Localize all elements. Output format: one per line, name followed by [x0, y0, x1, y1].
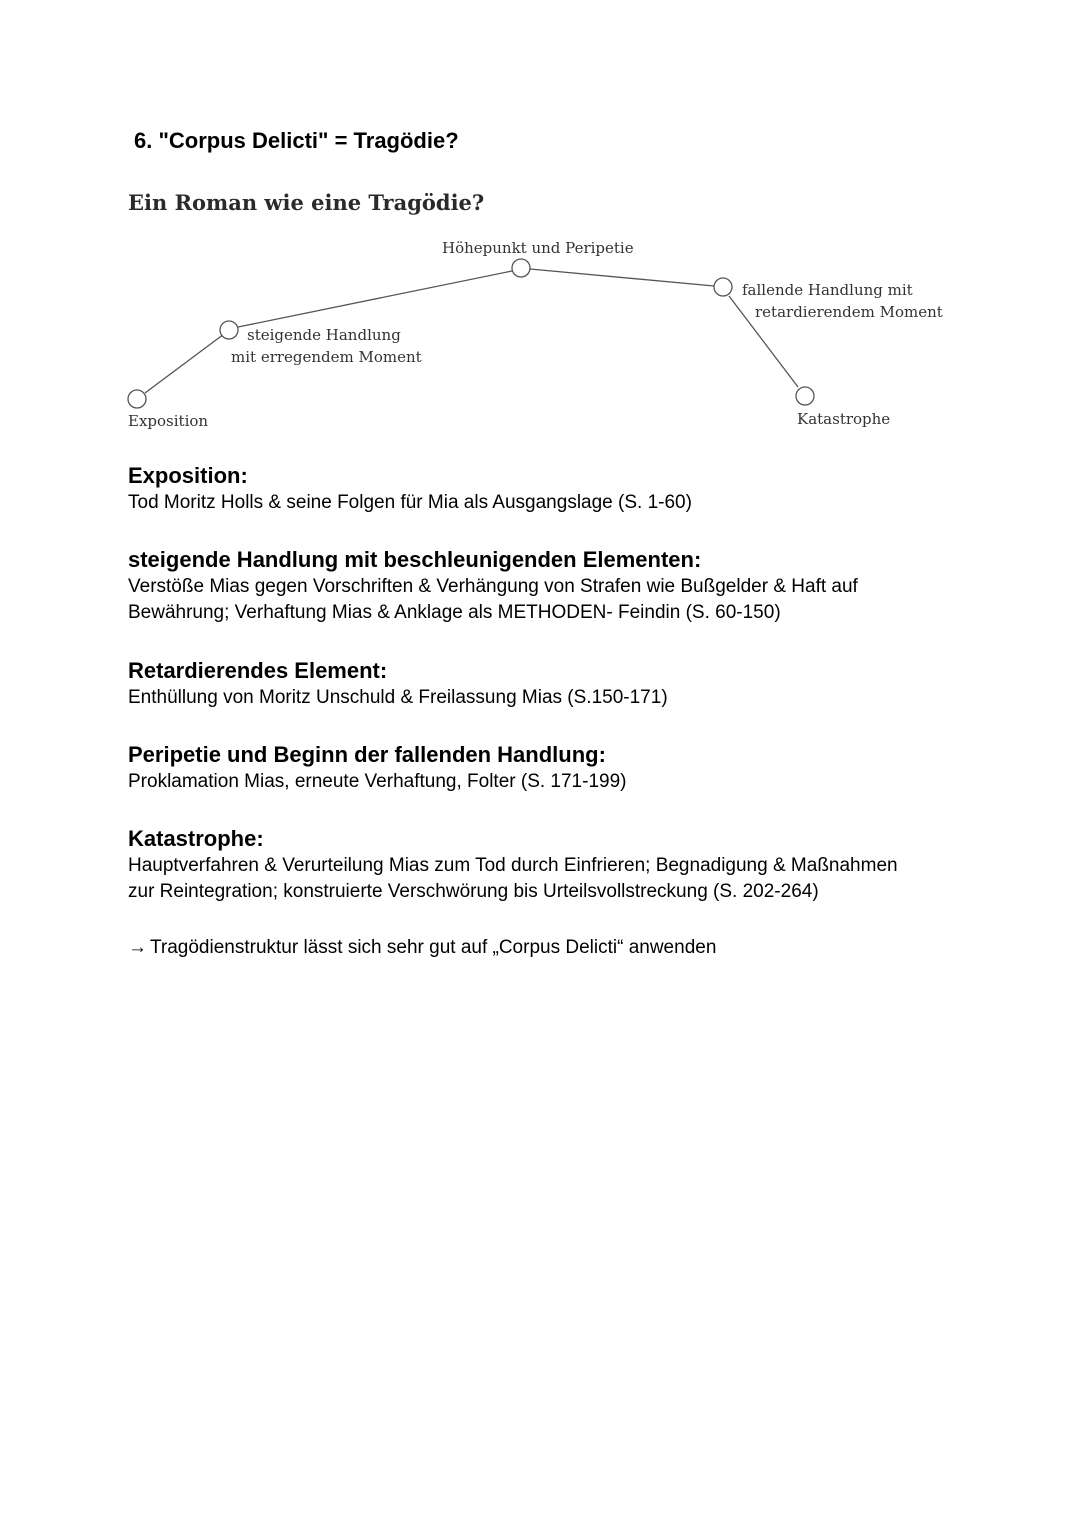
- section-text: Verstöße Mias gegen Vorschriften & Verhängung von Strafen wie Bußgelder & Haft auf: [128, 576, 858, 597]
- section-text: Proklamation Mias, erneute Verhaftung, Folter (S. 171-199): [128, 771, 627, 792]
- node-exposition: [128, 390, 146, 408]
- node-rising: [220, 321, 238, 339]
- section-text: Enthüllung von Moritz Unschuld & Freilassung Mias (S.150-171): [128, 687, 668, 708]
- node-climax: [512, 259, 530, 277]
- label-rising-line1: steigende Handlung: [247, 326, 401, 344]
- label-falling-line2: retardierendem Moment: [755, 303, 943, 321]
- page-title: 6. "Corpus Delicti" = Tragödie?: [134, 128, 459, 153]
- section-heading: Peripetie und Beginn der fallenden Handlung:: [128, 742, 606, 767]
- section-catastrophe: [128, 825, 968, 905]
- conclusion-text: Tragödienstruktur lässt sich sehr gut auf „Corpus Delicti“ anwenden: [150, 937, 717, 958]
- section-exposition: [128, 462, 968, 516]
- section-heading: Exposition:: [128, 463, 248, 488]
- connector-line: [238, 271, 512, 327]
- pyramid-graphic: [0, 230, 1080, 440]
- section-heading: steigende Handlung mit beschleunigenden Elementen:: [128, 547, 702, 572]
- diagram-heading: Ein Roman wie eine Tragödie?: [128, 190, 485, 215]
- conclusion: [128, 935, 716, 961]
- section-text: zur Reintegration; konstruierte Verschwörung bis Urteilsvollstreckung (S. 202-264): [128, 881, 819, 902]
- label-falling-line1: fallende Handlung mit: [742, 281, 913, 299]
- label-exposition: Exposition: [128, 412, 209, 430]
- node-catastrophe: [796, 387, 814, 405]
- connector-line: [145, 334, 224, 393]
- label-catastrophe: Katastrophe: [797, 410, 891, 428]
- section-peripeteia: [128, 741, 968, 795]
- section-rising-action: [128, 546, 968, 626]
- section-text: Hauptverfahren & Verurteilung Mias zum Tod durch Einfrieren; Begnadigung & Maßnahmen: [128, 855, 898, 876]
- section-text: Tod Moritz Holls & seine Folgen für Mia als Ausgangslage (S. 1-60): [128, 492, 692, 513]
- section-heading: Retardierendes Element:: [128, 658, 388, 683]
- section-heading: Katastrophe:: [128, 826, 264, 851]
- tragedy-structure-diagram: [0, 230, 1080, 440]
- label-rising-line2: mit erregendem Moment: [231, 348, 422, 366]
- section-retarding-element: [128, 657, 968, 711]
- section-text: Bewährung; Verhaftung Mias & Anklage als METHODEN- Feindin (S. 60-150): [128, 602, 781, 623]
- label-climax: Höhepunkt und Peripetie: [442, 239, 634, 257]
- connector-line: [530, 269, 714, 286]
- arrow-right-icon: →: [128, 937, 147, 958]
- node-falling: [714, 278, 732, 296]
